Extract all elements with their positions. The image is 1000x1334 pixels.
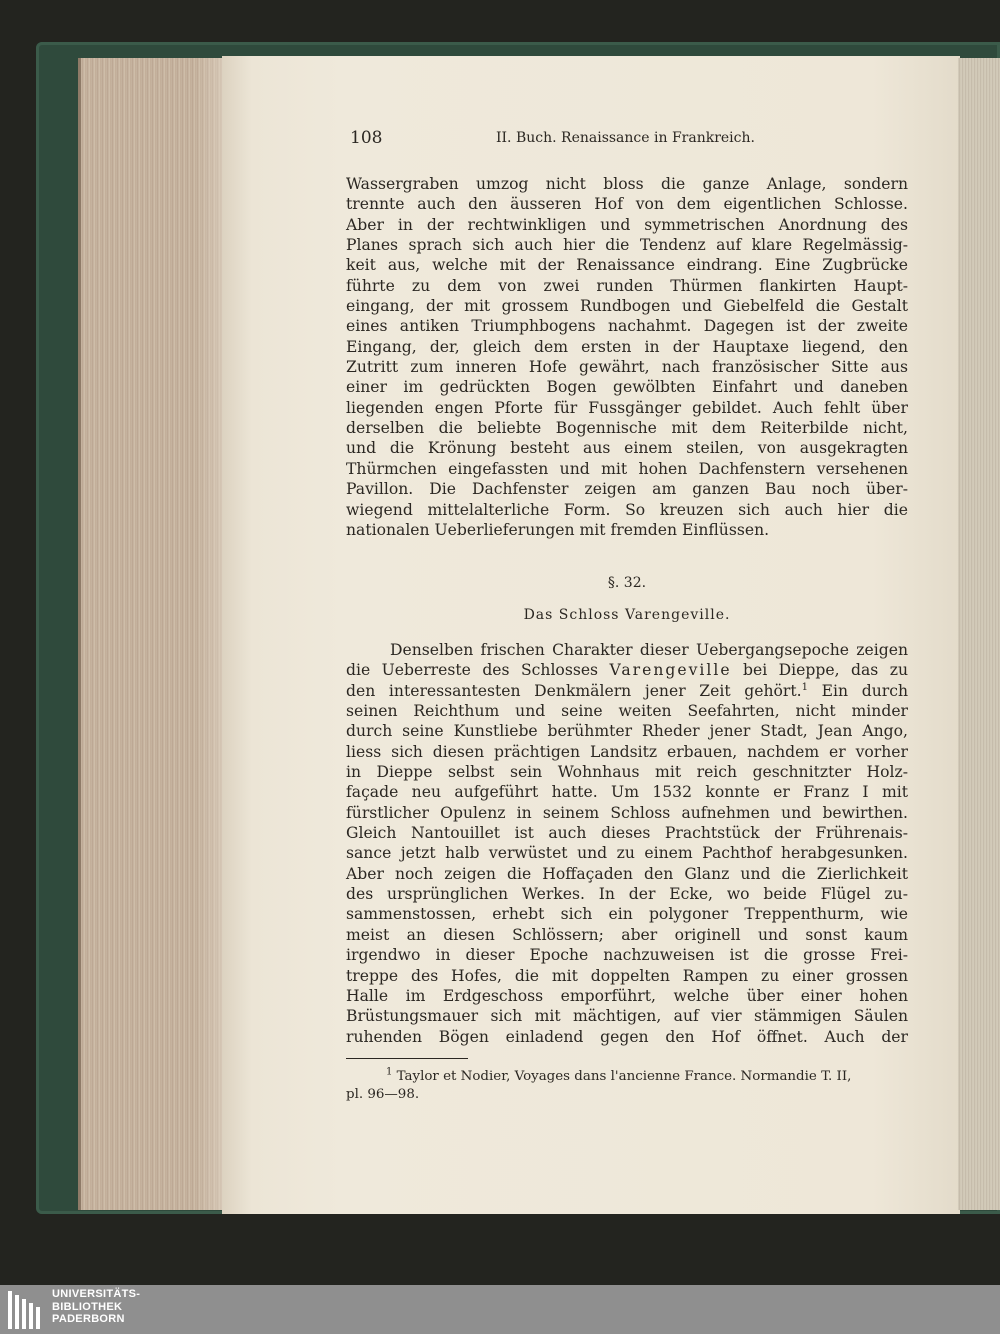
page-number: 108 bbox=[350, 128, 383, 148]
paragraph-1 bbox=[346, 174, 908, 540]
emphasized-place-name: Varengeville bbox=[609, 661, 732, 680]
paragraph-2 bbox=[346, 640, 908, 1047]
text-line: Thürmchen eingefassten und mit hohen Dachfenstern versehenen bbox=[346, 459, 908, 478]
text-line: liegenden engen Pforte für Fussgänger gebildet. Auch fehlt über bbox=[346, 398, 908, 417]
text-line: trennte auch den äusseren Hof von dem eigentlichen Schlosse. bbox=[346, 195, 908, 214]
text-line: einer im gedrückten Bogen gewölbten Einfahrt und daneben bbox=[346, 378, 908, 397]
section-title: Das Schloss Varengeville. bbox=[523, 607, 731, 623]
footnote-reference: 1 bbox=[801, 681, 808, 693]
text-line: ruhenden Bögen einladend gegen den Hof öffnet. Auch der bbox=[346, 1027, 908, 1046]
text-fragment: Ein durch bbox=[807, 681, 908, 700]
text-line: sammenstossen, erhebt sich ein polygoner Treppenthurm, wie bbox=[346, 905, 908, 924]
text-line: Halle im Erdgeschoss emporführt, welche über einer hohen bbox=[346, 986, 908, 1005]
text-line: meist an diesen Schlössern; aber originell und sonst kaum bbox=[346, 925, 908, 944]
footnote-text: pl. 96—98. bbox=[346, 1087, 420, 1102]
text-line: façade neu aufgeführt hatte. Um 1532 konnte er Franz I mit bbox=[346, 783, 908, 802]
text-line: Eingang, der, gleich dem ersten in der Hauptaxe liegend, den bbox=[346, 337, 908, 356]
library-logo-icon bbox=[6, 1289, 46, 1331]
logo-line: BIBLIOTHEK bbox=[52, 1300, 123, 1313]
running-title: II. Buch. Renaissance in Frankreich. bbox=[496, 130, 755, 146]
text-line: treppe des Hofes, die mit doppelten Rampen zu einer grossen bbox=[346, 966, 908, 985]
text-line: führte zu dem von zwei runden Thürmen flankirten Haupt- bbox=[346, 276, 908, 295]
text-line: und die Krönung besteht aus einem steilen, von ausgekragten bbox=[346, 439, 908, 458]
footnote-text: Taylor et Nodier, Voyages dans l'ancienne France. Normandie T. II, bbox=[392, 1069, 852, 1084]
text-line: durch seine Kunstliebe berühmter Rheder jener Stadt, Jean Ango, bbox=[346, 722, 908, 741]
text-line: irgendwo in dieser Epoche nachzuweisen ist die grosse Frei- bbox=[346, 946, 908, 965]
library-footer-bar bbox=[0, 1285, 1000, 1334]
text-line: Aber in der rechtwinkligen und symmetrischen Anordnung des bbox=[346, 215, 908, 234]
text-line: keit aus, welche mit der Renaissance eindrang. Eine Zugbrücke bbox=[346, 256, 908, 275]
text-line: fürstlicher Opulenz in seinem Schloss aufnehmen und bewirthen. bbox=[346, 803, 908, 822]
text-line: wiegend mittelalterliche Form. So kreuzen sich auch hier die bbox=[346, 500, 908, 519]
text-fragment: bei Dieppe, das zu bbox=[731, 661, 908, 680]
footnote-marker: 1 bbox=[386, 1066, 393, 1078]
page-edges-right bbox=[958, 58, 1000, 1210]
library-logo-text bbox=[52, 1288, 140, 1326]
text-line: Brüstungsmauer sich mit mächtigen, auf vier stämmigen Säulen bbox=[346, 1007, 908, 1026]
text-line: nationalen Ueberlieferungen mit fremden Einflüssen. bbox=[346, 520, 770, 539]
text-line: Denselben frischen Charakter dieser Uebergangsepoche zeigen bbox=[390, 641, 908, 659]
text-line: seinen Reichthum und seine weiten Seefahrten, nicht minder bbox=[346, 702, 908, 721]
text-line: Pavillon. Die Dachfenster zeigen am ganzen Bau noch über- bbox=[346, 480, 908, 499]
section-number: §. 32. bbox=[607, 575, 647, 591]
text-line: derselben die beliebte Bogennische mit dem Reiterbilde nicht, bbox=[346, 419, 908, 438]
text-line: Zutritt zum inneren Hofe gewährt, nach französischer Sitte aus bbox=[346, 358, 908, 377]
text-line: Aber noch zeigen die Hoffaçaden den Glanz und die Zierlichkeit bbox=[346, 864, 908, 883]
text-line: Gleich Nantouillet ist auch dieses Prachtstück der Frührenais- bbox=[346, 824, 908, 843]
footnote bbox=[346, 1068, 908, 1104]
text-fragment: die Ueberreste des Schlosses bbox=[346, 661, 610, 680]
logo-line: PADERBORN bbox=[52, 1313, 125, 1326]
text-line bbox=[346, 681, 908, 701]
text-line: Planes sprach sich auch hier die Tendenz auf klare Regelmässig- bbox=[346, 236, 908, 255]
text-fragment: den interessantesten Denkmälern jener Zeit gehört. bbox=[346, 681, 802, 700]
text-line: eines antiken Triumphbogens nachahmt. Dagegen ist der zweite bbox=[346, 317, 908, 336]
text-line: in Dieppe selbst sein Wohnhaus mit reich geschnitzter Holz- bbox=[346, 763, 908, 782]
footnote-divider bbox=[346, 1058, 468, 1059]
text-line: Wassergraben umzog nicht bloss die ganze Anlage, sondern bbox=[346, 175, 908, 193]
text-line bbox=[346, 660, 908, 680]
text-line: liess sich diesen prächtigen Landsitz erbauen, nachdem er vorher bbox=[346, 742, 908, 761]
text-line: sance jetzt halb verwüstet und zu einem Pachthof herabgesunken. bbox=[346, 844, 908, 863]
logo-line: UNIVERSITÄTS- bbox=[52, 1288, 141, 1300]
text-line: des ursprünglichen Werkes. In der Ecke, wo beide Flügel zu- bbox=[346, 885, 908, 904]
text-line: eingang, der mit grossem Rundbogen und Giebelfeld die Gestalt bbox=[346, 297, 908, 316]
